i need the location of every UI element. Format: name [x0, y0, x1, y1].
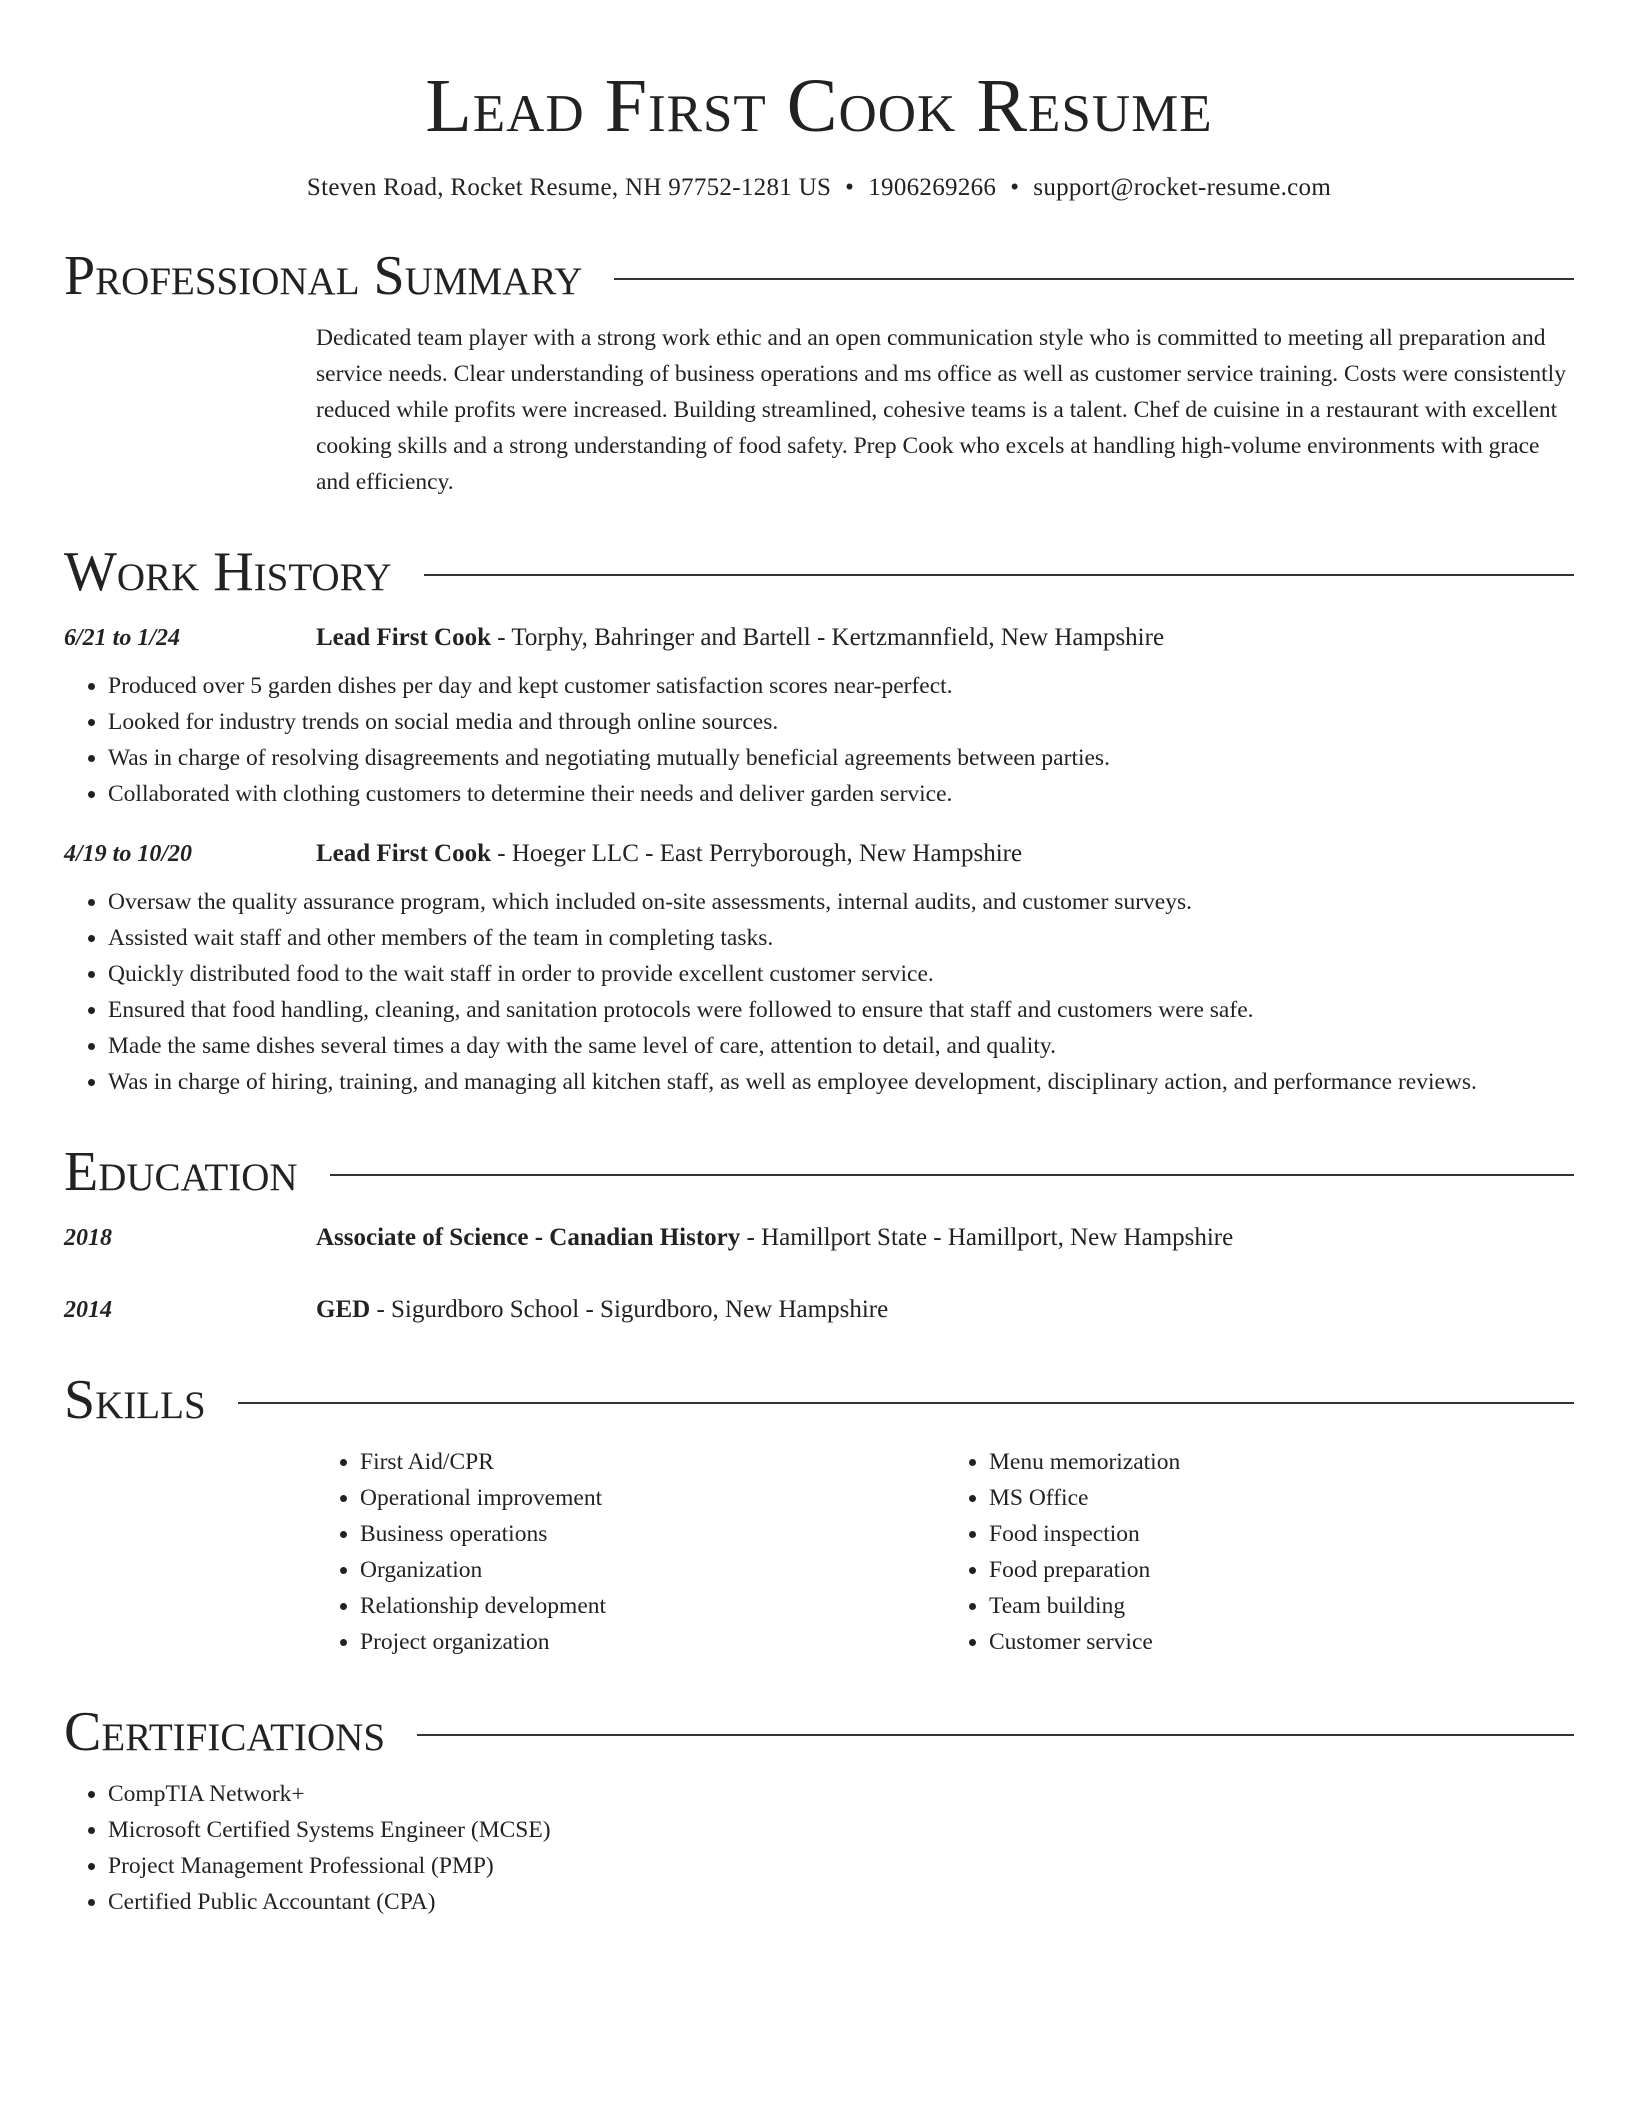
job-entry	[64, 836, 1574, 1100]
education-entry	[64, 1220, 1574, 1256]
skill-item: • Team building	[989, 1588, 1574, 1624]
section-divider	[417, 1734, 1574, 1736]
list-item: • Quickly distributed food to the wait staff in order to provide excellent customer service.	[108, 956, 1574, 992]
list-item: • Was in charge of hiring, training, and managing all kitchen staff, as well as employee development, disciplinary action, and performance reviews.	[108, 1064, 1574, 1100]
skill-item: • Menu memorization	[989, 1444, 1574, 1480]
section-divider	[614, 278, 1574, 280]
job-bullets	[64, 668, 1574, 812]
job-header	[64, 836, 1574, 872]
job-title: Lead First Cook	[316, 624, 491, 651]
contact-line	[64, 172, 1574, 204]
skill-item: • Relationship development	[360, 1588, 945, 1624]
education-year: 2018	[64, 1225, 112, 1251]
education-details: - Hamillport State - Hamillport, New Hampshire	[740, 1224, 1234, 1251]
skill-item: • Project organization	[360, 1624, 945, 1660]
education-degree-line	[316, 1292, 888, 1328]
section-header-skills	[64, 1368, 1574, 1432]
job-dates: 4/19 to 10/20	[64, 841, 193, 867]
skill-item: • Food preparation	[989, 1552, 1574, 1588]
section-title-summary: Professional Summary	[64, 245, 583, 307]
list-item: • Was in charge of resolving disagreements and negotiating mutually beneficial agreements between parties.	[108, 740, 1574, 776]
skills-column-right	[945, 1444, 1574, 1660]
job-dates: 6/21 to 1/24	[64, 625, 181, 651]
education-entry	[64, 1292, 1574, 1328]
certifications-list	[64, 1776, 1574, 1920]
education-degree: Associate of Science - Canadian History	[316, 1224, 741, 1251]
list-item: • Collaborated with clothing customers to determine their needs and deliver garden service.	[108, 776, 1574, 812]
certification-item: • Microsoft Certified Systems Engineer (MCSE)	[108, 1812, 1574, 1848]
list-item: • Assisted wait staff and other members of the team in completing tasks.	[108, 920, 1574, 956]
contact-separator: •	[845, 174, 855, 201]
skill-item: • Customer service	[989, 1624, 1574, 1660]
section-divider	[424, 574, 1574, 576]
section-header-education	[64, 1140, 1574, 1204]
section-header-summary	[64, 244, 1574, 308]
education-degree-line	[316, 1220, 1233, 1256]
section-title-skills: Skills	[64, 1369, 206, 1431]
section-divider	[330, 1174, 1574, 1176]
skill-item: • First Aid/CPR	[360, 1444, 945, 1480]
summary-text: Dedicated team player with a strong work ethic and an open communication style who is committed to meeting all preparation and service needs. Clear understanding of business operations and ms office as well as customer service training. Costs were consistently reduced while profits were increased. Building streamlined, cohesive teams is a talent. Chef de cuisine in a restaurant with excellent cooking skills and a strong understanding of food safety. Prep Cook who excels at handling high-volume environments with grace and efficiency.	[316, 325, 1566, 495]
skill-item: • Operational improvement	[360, 1480, 945, 1516]
job-bullets	[64, 884, 1574, 1100]
job-details: - Hoeger LLC - East Perryborough, New Hampshire	[491, 840, 1023, 867]
list-item: • Produced over 5 garden dishes per day and kept customer satisfaction scores near-perfect.	[108, 668, 1574, 704]
job-role	[316, 836, 1022, 872]
resume-page	[64, 0, 1574, 1920]
skill-item: • Organization	[360, 1552, 945, 1588]
skills-grid	[316, 1432, 1574, 1660]
list-item: • Ensured that food handling, cleaning, and sanitation protocols were followed to ensure that staff and customers were safe.	[108, 992, 1574, 1028]
section-header-certifications	[64, 1700, 1574, 1764]
skill-item: • Food inspection	[989, 1516, 1574, 1552]
contact-phone: 1906269266	[868, 174, 997, 201]
section-title-certifications: Certifications	[64, 1701, 386, 1763]
job-role	[316, 620, 1164, 656]
certification-item: • Certified Public Accountant (CPA)	[108, 1884, 1574, 1920]
section-title-education: Education	[64, 1141, 298, 1203]
job-details: - Torphy, Bahringer and Bartell - Kertzmannfield, New Hampshire	[491, 624, 1165, 651]
job-title: Lead First Cook	[316, 840, 491, 867]
contact-address: Steven Road, Rocket Resume, NH 97752-1281 US	[306, 174, 832, 201]
contact-separator: •	[1010, 174, 1020, 201]
section-title-work: Work History	[64, 541, 392, 603]
education-details: - Sigurdboro School - Sigurdboro, New Hampshire	[370, 1296, 889, 1323]
skill-item: • MS Office	[989, 1480, 1574, 1516]
education-degree: GED	[316, 1296, 371, 1323]
skills-column-left	[316, 1444, 945, 1660]
job-entry	[64, 620, 1574, 812]
resume-title: Lead First Cook Resume	[425, 64, 1213, 148]
section-header-work	[64, 540, 1574, 604]
section-divider	[238, 1402, 1574, 1404]
education-year: 2014	[64, 1297, 112, 1323]
list-item: • Oversaw the quality assurance program, which included on-site assessments, internal audits, and customer surveys.	[108, 884, 1574, 920]
skill-item: • Business operations	[360, 1516, 945, 1552]
list-item: • Made the same dishes several times a day with the same level of care, attention to detail, and quality.	[108, 1028, 1574, 1064]
job-header	[64, 620, 1574, 656]
contact-email: support@rocket-resume.com	[1033, 174, 1332, 201]
certification-item: • CompTIA Network+	[108, 1776, 1574, 1812]
certification-item: • Project Management Professional (PMP)	[108, 1848, 1574, 1884]
list-item: • Looked for industry trends on social media and through online sources.	[108, 704, 1574, 740]
